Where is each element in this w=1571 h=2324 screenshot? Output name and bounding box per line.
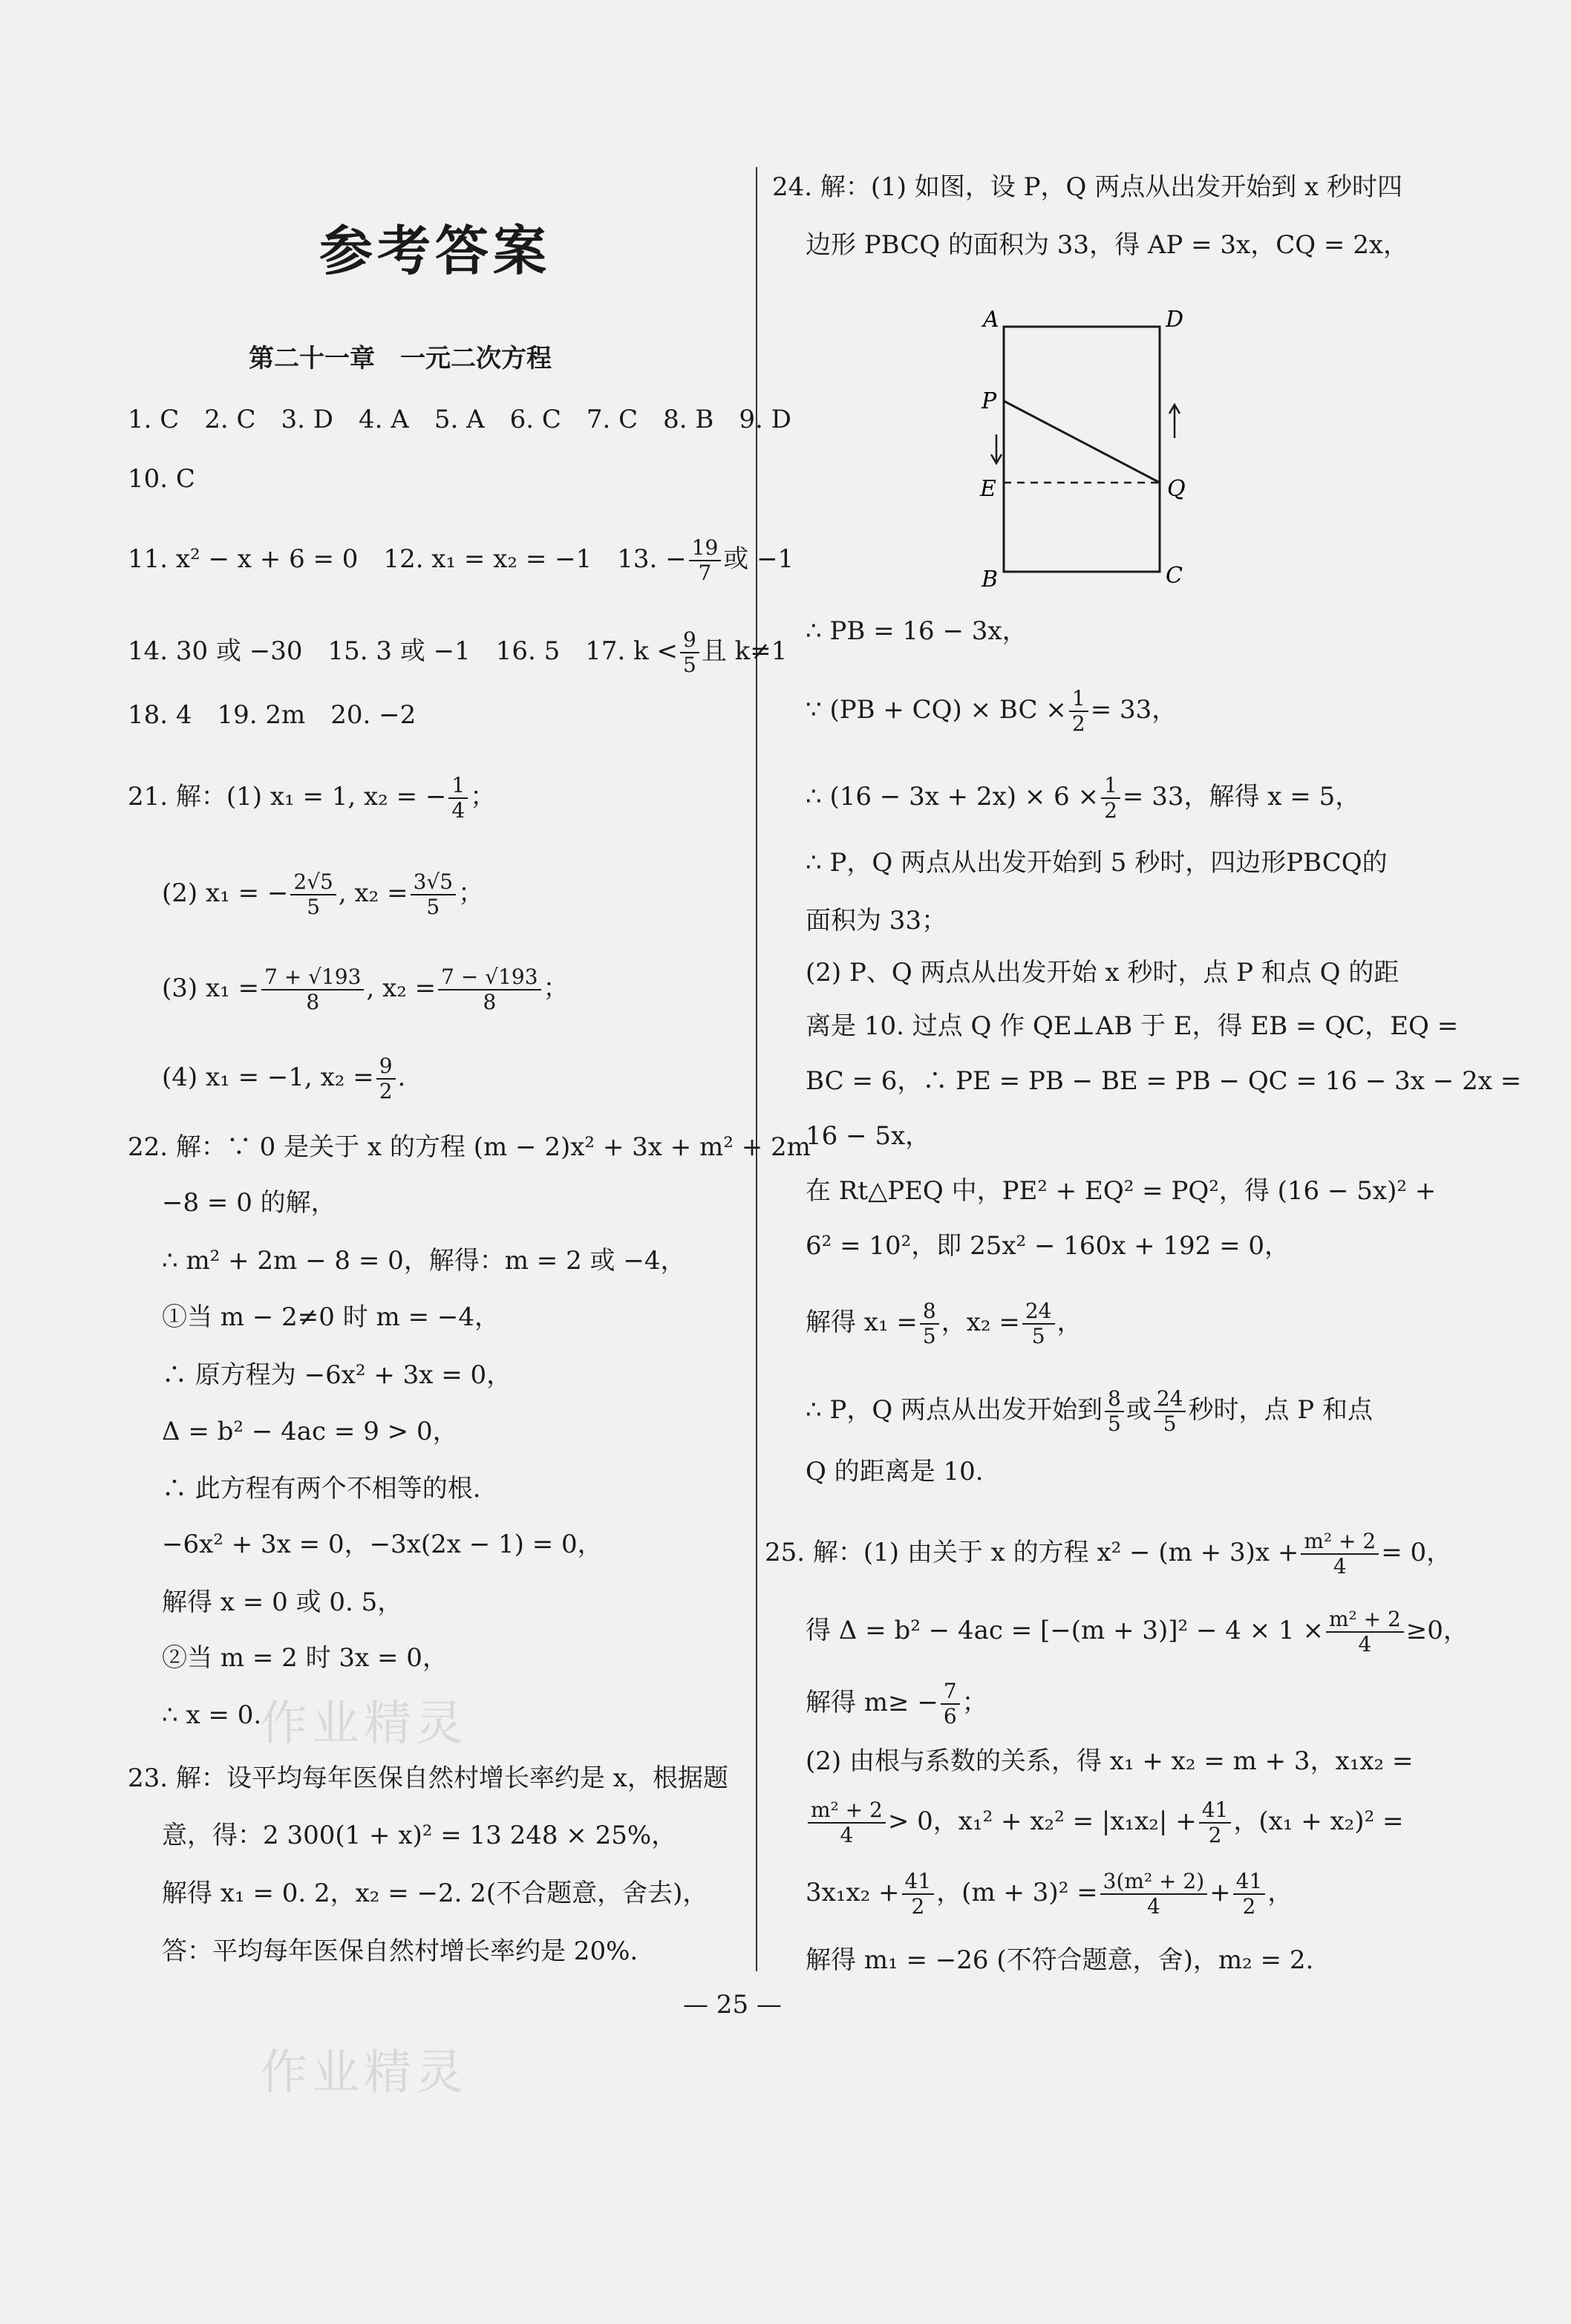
solution-line: 16 − 5x， [806,1121,931,1151]
label-E: E [980,476,996,502]
solution-line: ②当 m = 2 时 3x = 0， [162,1643,448,1673]
solution-line: $\frac{\text{m² + 2}}{4}$ > 0，x₁² + x₂² = |x₁x₂| + $\frac{41}{2}$ ，(x₁ + x₂)² = [806,1798,1404,1847]
solution-line: 25. 解：(1) 由关于 x 的方程 x² − (m + 3)x + $\frac{\text{m² + 2}}{4}$ = 0， [765,1529,1452,1579]
page-title: 参考答案 [319,220,552,282]
solution-line: 3x₁x₂ + $\frac{41}{2}$ ，(m + 3)² = $\frac{\text{3(m² + 2)}}{4}$ + $\frac{41}{2}$ ， [806,1869,1293,1919]
answer-line: 1. C 2. C 3. D 4. A 5. A 6. C 7. C 8. B 9. D [128,405,791,434]
solution-line: 面积为 33； [806,906,947,936]
solution-line: 解得 x = 0 或 0. 5， [162,1587,403,1617]
solution-line: Δ = b² − 4ac = 9 > 0， [162,1417,458,1446]
solution-line: ∴ 此方程有两个不相等的根. [162,1474,481,1504]
page-number: — 25 — [683,1990,782,2020]
solution-line: 解得 m≥ − $\frac{7}{6}$ ； [806,1679,987,1729]
geometry-figure [965,297,1203,594]
solution-line: 6² = 10²，即 25x² − 160x + 192 = 0， [806,1231,1290,1261]
answer-line: 11. x² − x + 6 = 0 12. x₁ = x₂ = −1 13. − $\frac{19}{7}$ 或 −1 [128,535,794,585]
solution-line: (3) x₁ = $\frac{7 + √193}{8}$ , x₂ = $\frac{7 - √193}{8}$ ； [162,964,569,1014]
solution-line: 解得 m₁ = −26 (不符合题意，舍)，m₂ = 2. [806,1945,1314,1975]
solution-line: 24. 解：(1) 如图，设 P，Q 两点从出发开始到 x 秒时四 [772,172,1403,202]
solution-line: BC = 6，∴ PE = PB − BE = PB − QC = 16 − 3x − 2x = [806,1066,1522,1096]
watermark: 作业精灵 [260,2046,468,2101]
label-C: C [1166,563,1183,589]
solution-line: ∴ (16 − 3x + 2x) × 6 × $\frac{1}{2}$ = 33，解得 x = 5， [806,773,1361,823]
solution-line: ∴ PB = 16 − 3x， [806,616,1028,646]
solution-line: ∴ 原方程为 −6x² + 3x = 0， [162,1360,512,1390]
solution-line: ∵ (PB + CQ) × BC × $\frac{1}{2}$ = 33， [806,686,1178,736]
chapter-heading: 第二十一章 一元二次方程 [249,344,552,373]
solution-line: (2) x₁ = − $\frac{2√5}{5}$ , x₂ = $\frac{3√5}{5}$ ； [162,869,484,919]
answer-line: 14. 30 或 −30 15. 3 或 −1 16. 5 17. k < $\frac{9}{5}$ 且 k≠1 [128,627,788,677]
label-P: P [982,388,997,414]
solution-line: (2) P、Q 两点从出发开始 x 秒时，点 P 和点 Q 的距 [806,958,1399,988]
solution-line: ∴ P，Q 两点从出发开始到 $\frac{8}{5}$ 或 $\frac{24}{5}$ 秒时，点 P 和点 [806,1386,1373,1436]
answer-line: 18. 4 19. 2m 20. −2 [128,700,417,730]
watermark: 作业精灵 [260,1697,468,1752]
label-D: D [1166,307,1184,333]
solution-line: 得 Δ = b² − 4ac = [−(m + 3)]² − 4 × 1 × $\frac{\text{m² + 2}}{4}$ ≥0， [806,1607,1469,1656]
solution-line: 边形 PBCQ 的面积为 33，得 AP = 3x，CQ = 2x， [806,230,1409,260]
solution-line: 21. 解：(1) x₁ = 1, x₂ = − $\frac{1}{4}$ ； [128,773,496,823]
solution-line: (2) 由根与系数的关系，得 x₁ + x₂ = m + 3，x₁x₂ = [806,1746,1414,1776]
solution-line: (4) x₁ = −1, x₂ = $\frac{9}{2}$ . [162,1054,406,1103]
label-B: B [982,567,999,593]
solution-line: 答：平均每年医保自然村增长率约是 20%. [162,1936,638,1966]
solution-line: 解得 x₁ = $\frac{8}{5}$ ，x₂ = $\frac{24}{5}$ ， [806,1299,1082,1348]
solution-line: ①当 m − 2≠0 时 m = −4， [162,1302,500,1332]
answer-line: 10. C [128,464,195,494]
solution-line: 离是 10. 过点 Q 作 QE⊥AB 于 E，得 EB = QC，EQ = [806,1011,1459,1041]
solution-line: −8 = 0 的解， [162,1188,336,1218]
solution-line: 意，得：2 300(1 + x)² = 13 248 × 25%， [162,1821,677,1850]
label-A: A [983,307,999,333]
solution-line: ∴ x = 0. [162,1700,262,1730]
solution-line: 解得 x₁ = 0. 2，x₂ = −2. 2(不合题意，舍去)， [162,1879,708,1908]
solution-line: 在 Rt△PEQ 中，PE² + EQ² = PQ²，得 (16 − 5x)² + [806,1176,1437,1206]
label-Q: Q [1167,476,1186,502]
solution-line: −6x² + 3x = 0，−3x(2x − 1) = 0， [162,1530,603,1559]
solution-line: ∴ P，Q 两点从出发开始到 5 秒时，四边形PBCQ的 [806,848,1388,878]
solution-line: Q 的距离是 10. [806,1457,984,1486]
solution-line: 22. 解：∵ 0 是关于 x 的方程 (m − 2)x² + 3x + m² + 2m [128,1132,811,1162]
solution-line: ∴ m² + 2m − 8 = 0，解得：m = 2 或 −4， [162,1246,686,1276]
solution-line: 23. 解：设平均每年医保自然村增长率约是 x，根据题 [128,1763,728,1793]
column-divider [756,167,757,1971]
